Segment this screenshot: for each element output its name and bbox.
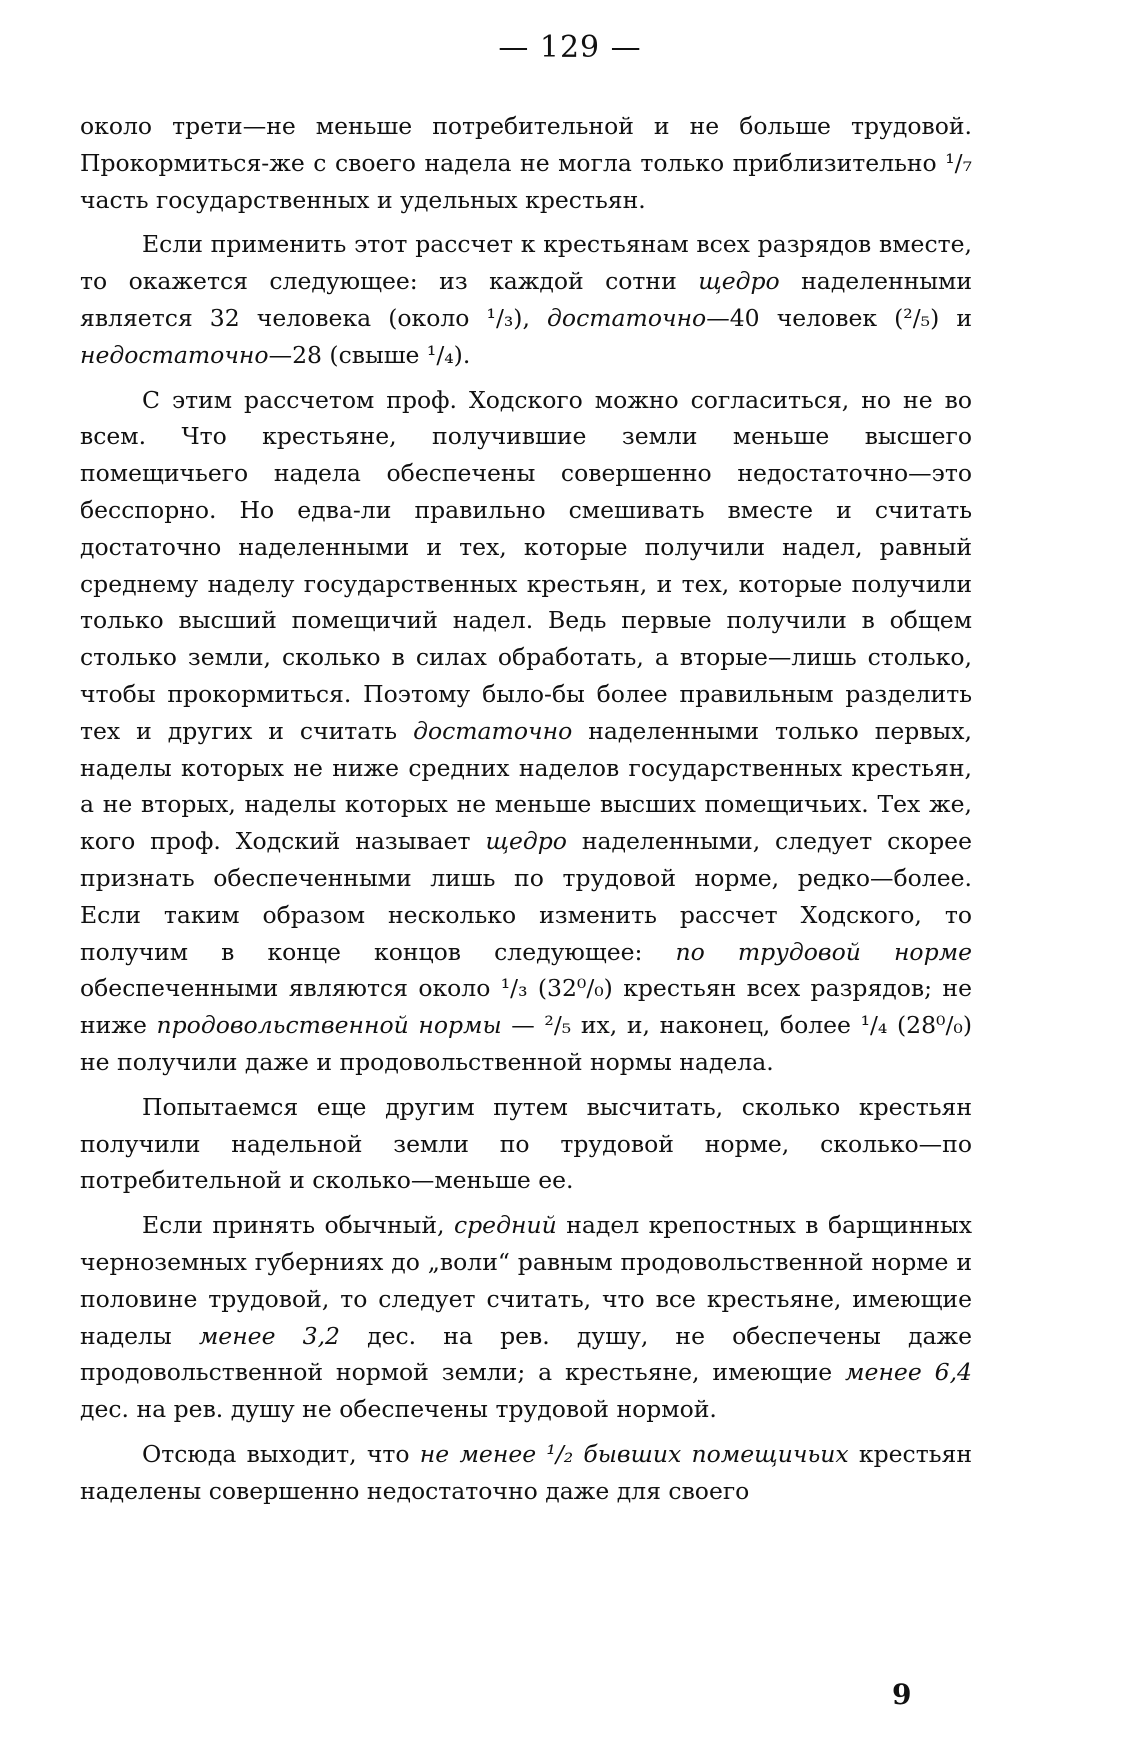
text-segment: щедро	[698, 267, 780, 296]
paragraph-2	[80, 226, 972, 373]
paragraph-3	[80, 382, 972, 1081]
text-segment: средний	[453, 1211, 557, 1240]
text-segment: достаточно	[547, 303, 707, 332]
paragraph-1	[80, 108, 972, 218]
text-segment: дес. на рев. душу не обеспечены трудовой нормой.	[80, 1395, 717, 1424]
text-segment: —28 (свыше ¹/₄).	[268, 340, 471, 369]
text-segment: менее 3,2	[198, 1321, 340, 1350]
paragraph-5	[80, 1207, 972, 1428]
text-segment: —40 человек (²/₅) и	[706, 303, 972, 332]
text-segment: по трудовой норме	[675, 937, 973, 966]
text-segment: обеспеченными являются около ¹/₃ (32⁰/₀) крестьян всех разрядов; не ниже	[80, 974, 972, 1040]
paragraph-4	[80, 1089, 972, 1199]
text-segment: не менее ¹/₂ бывших помещичьих	[419, 1439, 849, 1468]
text-segment: менее 6,4	[845, 1358, 973, 1387]
page-number: — 129 —	[498, 30, 642, 65]
text-segment: наделенными только первых, наделы которых не ниже средних наделов государственных крестьян, а не вторых, наделы которых не меньше высших помещичьих. Тех же, кого проф. Ходский называет	[80, 716, 972, 856]
text-segment: дес. на рев. душу, не обеспечены даже продовольственной нормой земли; а крестьяне, имеющие	[80, 1321, 972, 1387]
text-segment: Отсюда выходит, что	[142, 1439, 420, 1468]
text-segment: Если принять обычный,	[142, 1211, 454, 1240]
text-segment: Попытаемся еще другим путем высчитать, сколько крестьян получили надельной земли по трудовой норме, сколько—по потребительной и сколько—меньше ее.	[80, 1092, 972, 1195]
text-segment: наделенными, следует скорее признать обеспеченными лишь по трудовой норме, редко—более. Если таким образом несколько изменить рассчет Ходского, то получим в конце концов следующее:	[80, 827, 972, 966]
text-segment: недостаточно	[80, 340, 269, 369]
paragraph-6	[80, 1436, 972, 1510]
text-body	[80, 108, 972, 1517]
text-segment: крестьян наделены совершенно недостаточно даже для своего	[80, 1439, 972, 1505]
text-segment: С этим рассчетом проф. Ходского можно согласиться, но не во всем. Что крестьяне, получившие земли меньше высшего помещичьего надела обеспечены совершенно недостаточно—это бесспорно. Но едва-ли правильно смешивать вместе и считать достаточно наделенными и тех, которые получили надел, равный среднему наделу государственных крестьян, и тех, которые получили только высший помещичий надел. Ведь первые получили в общем столько земли, сколько в силах обработать, а вторые—лишь столько, чтобы прокормиться. Поэтому было-бы более правильным разделить тех и других и считать	[80, 385, 972, 745]
text-segment: наделенными является 32 человека (около ¹/₃),	[80, 267, 972, 332]
text-segment: продовольственной нормы	[156, 1011, 502, 1040]
text-segment: щедро	[485, 827, 567, 856]
text-segment: достаточно	[413, 716, 573, 745]
text-segment: надел крепостных в барщинных черноземных губерниях до „воли“ равным продовольственной норме и половине трудовой, то следует считать, что все крестьяне, имеющие наделы	[80, 1211, 972, 1350]
signature-mark: 9	[892, 1678, 912, 1711]
text-segment: — ²/₅ их, и, наконец, более ¹/₄ (28⁰/₀) не получили даже и продовольственной нормы надела.	[80, 1011, 972, 1076]
text-segment: Если применить этот рассчет к крестьянам всех разрядов вместе, то окажется следующее: из каждой сотни	[80, 230, 972, 296]
text-segment: около трети—не меньше потребительной и не больше трудовой. Прокормиться-же с своего надела не могла только приблизительно ¹/₇ часть государственных и удельных крестьян.	[80, 112, 972, 214]
